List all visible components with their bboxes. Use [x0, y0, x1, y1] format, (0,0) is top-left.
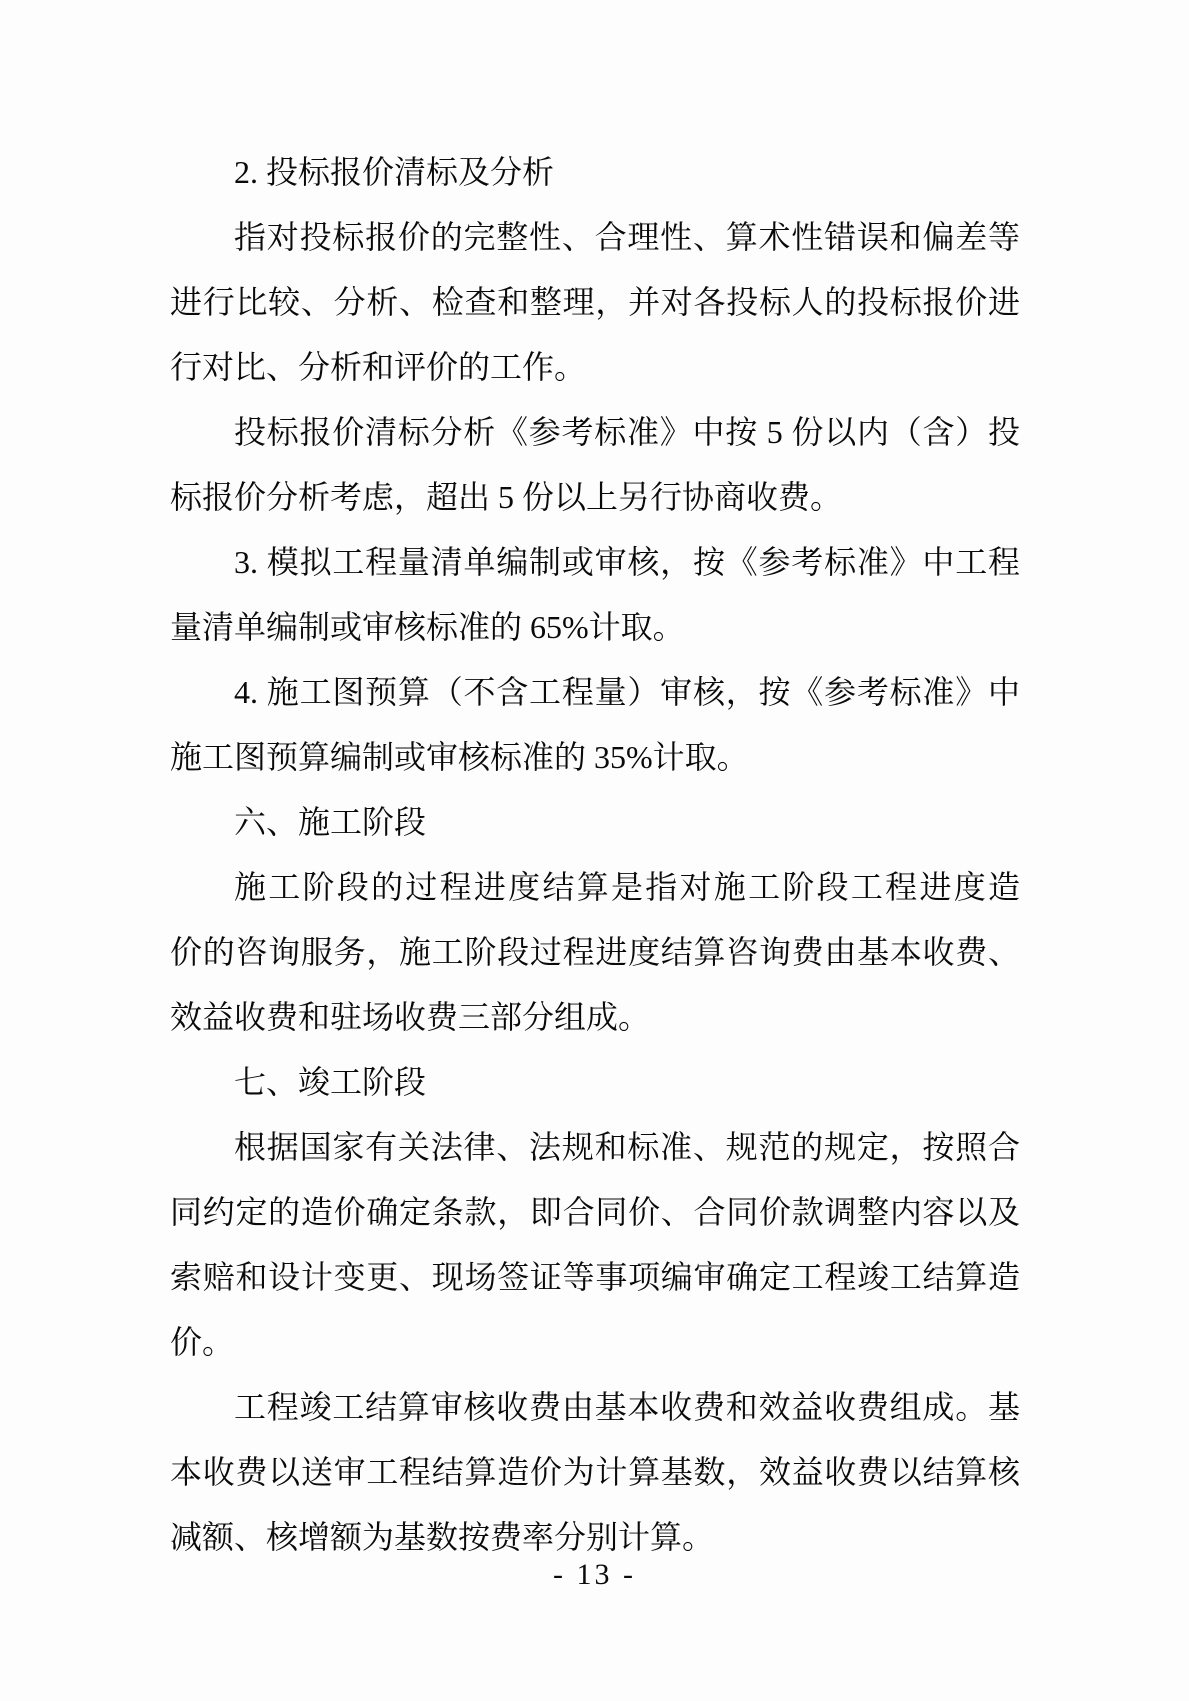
text-line: 量清单编制或审核标准的 65%计取。	[170, 609, 685, 645]
text-line: 指对投标报价的完整性、合理性、算术性错误和偏差等	[234, 219, 1020, 255]
text-line: 进行比较、分析、检查和整理，并对各投标人的投标报价进	[170, 284, 1020, 320]
text-line: 本收费以送审工程结算造价为计算基数，效益收费以结算核	[170, 1454, 1020, 1490]
text-line: 行对比、分析和评价的工作。	[170, 349, 587, 385]
text-line: 价的咨询服务，施工阶段过程进度结算咨询费由基本收费、	[170, 934, 1020, 970]
text-line: 2. 投标报价清标及分析	[234, 154, 555, 190]
page-number: - 13 -	[553, 1558, 636, 1591]
section-heading: 七、竣工阶段	[234, 1064, 427, 1100]
text-line: 减额、核增额为基数按费率分别计算。	[170, 1519, 715, 1555]
text-line: 工程竣工结算审核收费由基本收费和效益收费组成。基	[234, 1389, 1020, 1425]
text-line: 施工阶段的过程进度结算是指对施工阶段工程进度造	[234, 869, 1020, 905]
text-line: 同约定的造价确定条款，即合同价、合同价款调整内容以及	[170, 1194, 1020, 1230]
text-line: 投标报价清标分析《参考标准》中按 5 份以内（含）投	[234, 414, 1020, 450]
document-body	[170, 140, 1020, 1570]
text-line: 施工图预算编制或审核标准的 35%计取。	[170, 739, 749, 775]
text-line: 根据国家有关法律、法规和标准、规范的规定，按照合	[234, 1129, 1020, 1165]
text-line: 标报价分析考虑，超出 5 份以上另行协商收费。	[170, 479, 843, 515]
text-line: 3. 模拟工程量清单编制或审核，按《参考标准》中工程	[234, 544, 1020, 580]
text-line: 4. 施工图预算（不含工程量）审核，按《参考标准》中	[234, 674, 1020, 710]
text-line: 效益收费和驻场收费三部分组成。	[170, 999, 651, 1035]
text-line: 价。	[170, 1324, 235, 1360]
text-line: 索赔和设计变更、现场签证等事项编审确定工程竣工结算造	[170, 1259, 1020, 1295]
section-heading: 六、施工阶段	[234, 804, 427, 840]
